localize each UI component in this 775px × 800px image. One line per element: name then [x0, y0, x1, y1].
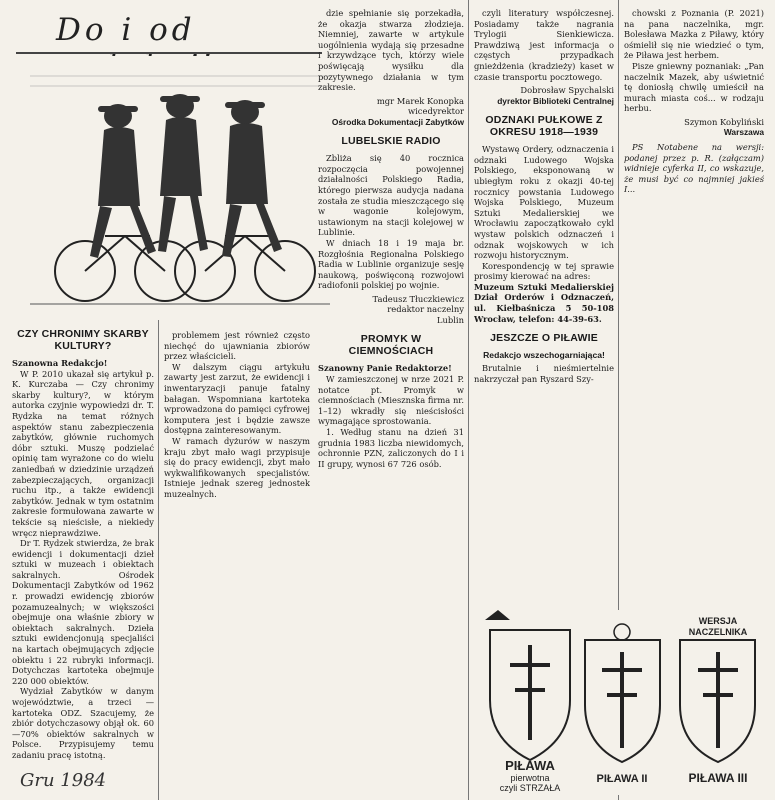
article-heading-skarby: CZY CHRONIMY SKARBY KULTURY? — [17, 328, 149, 352]
column-rule — [468, 0, 469, 800]
address: Muzeum Sztuki Medalierskiej Dział Orderów i Odznaczeń, ul. Kiełbaśnicza 5 50-108 Wrocław, telefon: 44-39-63. — [474, 281, 614, 324]
paragraph: czyli literatury współczesnej. Posiadamy także nagrania Trylogii Sienkiewicza. Prawdziwą jest informacja o częstych przypadkach gnieżdżenia (kradzieży) kaset w czasie transportu pocztowego. — [474, 8, 614, 82]
masthead-rule — [16, 52, 322, 54]
article-heading-odznaki: ODZNAKI PUŁKOWE Z OKRESU 1918—1939 — [485, 114, 603, 139]
emblem-label: NACZELNIKA — [688, 627, 748, 637]
paragraph: Wydział Zabytków w danym województwie, a trzeci — kartoteka ODZ. Szacujemy, że zbiór dotychczasowy objął ok. 60—70% obiektów sakralnych w Polsce. Przypisujemy temu zadaniu pracę istotną. — [12, 686, 154, 760]
paragraph: W dalszym ciągu artykułu zawarty jest zarzut, że ewidencji i inwentaryzacji panuje fatalny bałagan. Wspomniana kartoteka wprowadzona do pamięci cyfrowej komputera jest i będzie zawsze dostępna zainteresowanym. — [164, 361, 310, 436]
postscript: PS Notabene na wersji: podanej przez p. R. (załączam) widnieje cyferka II, co wskazuje, że musi być co najmniej jakieś I... — [624, 141, 764, 195]
section-title: Do i od — [56, 12, 196, 48]
paragraph: W dniach 18 i 19 maja br. Rozgłośnia Regionalna Polskiego Radia w Lublinie organizuje sesję naukową, poświęconą rozwojowi radiofonii polskiej po wojnie. — [318, 238, 464, 291]
paragraph: dzie spełnianie się porzekadła, że okazja stwarza złodzieja. Niemniej, zawarte w artykule uogólnienia wydają się przesadne i krzywdzące tych, którzy wiele poświęcają wysiłku dla pozytywnego działania w tym zakresie. — [318, 8, 464, 93]
paragraph: W ramach dyżurów w naszym kraju zbyt mało wagi przypisuje się do pracy ewidencji, zbyt mało wykwalifikowanych specjalistów. Istnieje jednak szereg jednostek muzealnych. — [164, 435, 310, 499]
pilawa-emblems — [470, 610, 770, 795]
salutation: Szanowna Redakcjo! — [12, 358, 108, 368]
signature-spychalski: Dobrosław Spychalski dyrektor Biblioteki Centralnej — [497, 85, 614, 106]
paragraph: W P. 2010 ukazał się artykuł p. K. Kurczaba — Czy chronimy skarby kultury?, w którym autorka czyjnie wypowiedzi dr. T. Rydzka na temat różnych aspektów stanu zabezpieczenia zabytków, głównie ruchomych dóbr sztuki. Muszę podzielać opinię tam wyrażone co do wielu zaniedbań w dziedzinie urządzeń zabezpieczających, organizacji ruchu itp., a także ewidencji zabytków. Jednak w tym ostatnim zakresie formułowana zawarte w tekście są nieścisłe, a niekiedy wręcz nieprawdziwe. — [12, 368, 154, 538]
signature-konopka: mgr Marek Konopka wicedyrektor Ośrodka Dokumentacji Zabytków — [331, 95, 464, 127]
emblem-label: PIŁAWA II — [596, 773, 648, 785]
paragraph: Zbliża się 40 rocznica rozpoczęcia powojennej działalności Polskiego Radia, którego pierwsza audycja nadana została ze studia mieszczącego się w wagonie kolejowym, ustawionym na stacji kolejowej w Lublinie. — [318, 153, 464, 238]
signature-kobylinski: Szymon Kobyliński Warszawa — [684, 116, 764, 138]
paragraph: Korespondencję w tej sprawie prosimy kierować na adres: — [474, 260, 614, 282]
column-rule — [158, 320, 159, 800]
paragraph: Brutalnie i nieśmiertelnie nakrzyczał pan Ryszard Szy- — [474, 363, 614, 384]
article-heading-radio: LUBELSKIE RADIO — [341, 135, 441, 148]
salutation: Szanowny Panie Redaktorze! — [318, 363, 452, 374]
masthead — [8, 6, 328, 56]
subheading: Redakcjo wszechogarniająca! — [483, 350, 605, 361]
paragraph: Wystawę Ordery, odznaczenia i odznaki Ludowego Wojska Polskiego, eksponowaną w ubiegłym roku z okazji 40-tej rocznicy powstania Ludowego Wojska Polskiego, Muzeum Sztuki Medalierskiej we Wrocławiu zapoczątkowało cykl wystaw polskich odznaczeń i odznak wojskowych w ich rozwoju historycznym. — [474, 144, 614, 261]
paragraph: Dr T. Rydzek stwierdza, że brak ewidencji i dokumentacji dzieł sztuki w muzeach i obiektach sakralnych. Ośrodek Dokumentacji Zabytków od 1962 r. prowadzi ewidencję zbiorów pozamuzealnych; w większości obejmuje ona właśnie zbiory w obiektach sakralnych. Dzieła sztuki ewidencjonują specjaliści na kartach obejmujących zdjęcie obiektu i 22 rubryki informacji. Dotychczas kartoteka obejmuje 220 000 obiektów. — [12, 538, 154, 686]
handwritten-note: Gru 1984 — [20, 770, 107, 791]
emblem-label: WERSJA — [698, 616, 738, 626]
column-3 — [318, 8, 464, 800]
paragraph: W zamieszczonej w nrze 2021 P. notatce pt. Promyk w ciemnościach (Miesznska firma nr. 1–12) wkradły się nieścisłości wymagające sprostowania. — [318, 374, 464, 427]
paragraph: problemem jest również często niechęć do ujawniania zbiorów przez właścicieli. — [164, 330, 310, 362]
emblem-label: czyli STRZAŁA — [499, 783, 561, 793]
article-heading-promyk: PROMYK W CIEMNOŚCIACH — [348, 333, 434, 358]
article-heading-pilawa: JESZCZE O PIŁAWIE — [490, 332, 598, 345]
column-1 — [12, 320, 154, 800]
emblem-label: PIŁAWA III — [688, 771, 748, 785]
column-2 — [164, 330, 310, 800]
cyclists-illustration — [30, 56, 330, 316]
paragraph: 1. Według stanu na dzień 31 grudnia 1983 liczba niewidomych, ochronnie PZN, zaliczonych do I i II grupy, wynosi 67 726 osób. — [318, 427, 464, 469]
paragraph: chowski z Poznania (P. 2021) na pana naczelnika, mgr. Bolesława Mazka z Piławy, który ośmielił się nie wiedzieć o tym, że Piława jest herbem. — [624, 8, 764, 61]
paragraph: Pisze gniewny poznaniak: „Pan naczelnik Mazek, aby uświetnić tę doniosłą chwilę umieścił na murach miasta coś... w rodzaju herbu. — [624, 60, 764, 114]
emblem-label: pierwotna — [510, 773, 550, 783]
signature-tluczkiewicz: Tadeusz Tłuczkiewicz redaktor naczelny Lublin — [372, 293, 464, 325]
emblem-label: PIŁAWA — [505, 758, 555, 773]
